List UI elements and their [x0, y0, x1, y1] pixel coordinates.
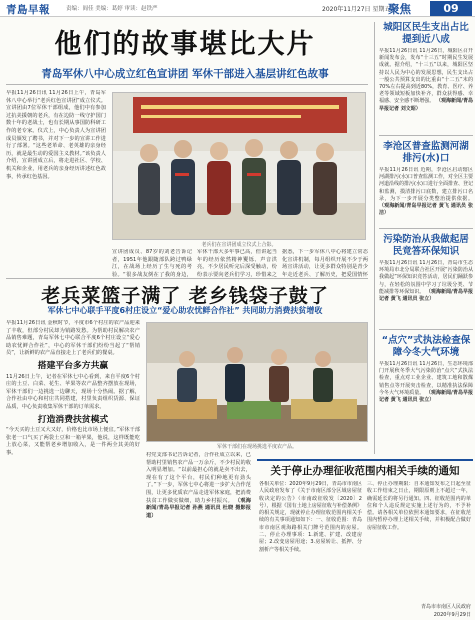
lead-column-3-text: 军休干部大多年事已高，但讲起当年的经历依然精神矍铄、声音洪亮。不少居民听完后深受触动，纷纷表示要向老兵们学习，珍惜来之 [197, 249, 277, 278]
brief-4-title: “点穴”式执法检查保障今冬大气环境 [381, 335, 471, 358]
page-number: 09 [430, 1, 472, 16]
section-name: 聚焦 [388, 2, 411, 16]
lead-column-1 [6, 90, 106, 278]
lead-column-4-text: 据悉，下一步军休八中心将建立常态化宣讲机制，每月组织开展不少于两场宣讲活动，让更多群众特别是青少年走近老兵、了解历史，把爱国情怀 [282, 249, 368, 278]
notice-title: 关于停止办理征收范围内相关手续的通知 [270, 465, 460, 477]
notice-signature: 青岛市市南区人民政府 2020年9月29日 [420, 604, 471, 618]
brief-2-byline: （观海新闻/青岛早报记者 黄飞 通讯员 张洁） [379, 203, 473, 217]
brief-3 [379, 234, 473, 324]
lead-photo-caption: 老兵们在宣讲团成立仪式上合影。 [201, 242, 277, 248]
brief-3-body [379, 260, 473, 324]
lead-subhead: 青岛军休八中心成立红色宣讲团 军休干部进入基层讲红色故事 [41, 68, 329, 80]
notice-columns [257, 481, 473, 620]
lead-headline: 他们的故事堪比大片 [54, 29, 316, 60]
notice-column-2: 三、停止办理期限：自本通知发布之日起至征收工作结束之日止，期限原则上不超过一年，确需延长的将另行通知。四、征收范围内的单位和个人违反规定实施上述行为的，不予补偿。请各相关单位依照本通知要求，在征收范围内暂停办理上述相关手续，并积极配合做好房屋征收工作。 [367, 481, 471, 531]
brief-3-text: 早报11月26日讯 11月26日，青岛市生态环境局市北分局联合社区开展“污染防治从我做起”环保知识竞答活动，居民们踊跃参与，在轻松的氛围中学习了垃圾分类、节能减排等环保知识。 [379, 260, 473, 295]
second-photo-image [147, 323, 368, 442]
lead-column-3 [197, 249, 277, 279]
brief-3-byline: （观海新闻/青岛早报记者 黄飞 通讯员 张立） [379, 288, 473, 303]
sidebar-briefs [379, 22, 473, 453]
brief-4 [379, 335, 473, 453]
brief-1-title: 城阳区民生支出占比提到近八成 [383, 22, 469, 45]
lead-column-1-text: 早报11月26日讯 11月26日上午，青岛军休八中心举行“老兵红色宣讲团”成立仪式。宣讲团由7位军休干部组成，他们中有参加过抗美援朝的老兵，有在边防一线守护国门数十年的老战士，也有长期从事国防科研工作的老专家。仪式上，中心负责人为宣讲团成员颁发了聘书，并对下一步的宣讲工作进行了部署。“这些老革命、老英雄的亲身经历，就是最生动的爱国主义教材。”该负责人介绍，宣讲团成立后，将走进社区、学校、机关和企业，用老兵的亲身经历讲述红色故事，传承红色基因。 [6, 90, 106, 180]
second-column-2-text: 村党支部书记告诉记者，合作社成立以来，已帮助村里销售农产品一万余斤，不少村民的收入明显增加。“以前最担心的就是卖不出去，现在有了这个平台，村民们种地更有劲头了。”下一步，军休七中心将进一步扩大合作范围，让更多优质农产品走进军休家庭，把消费扶贫工作做实做细，助力乡村振兴。 [146, 452, 251, 504]
second-headline: 老兵菜篮子满了 老乡钱袋子鼓了 [41, 285, 329, 307]
brief-1-body [379, 48, 473, 130]
brief-4-body [379, 361, 473, 453]
second-column-1-text: 早报11月26日讯 金秋时节，平度市6个村庄的农产品迎来了丰收，但部分村民却为销路发愁。为帮助村民解决农产品销售难题，青岛军休七中心联合平度6个村庄设立“爱心助农忧鲜合作社”，中心的军休干部们纷纷当起了“帮销员”，让新鲜的农产品直接走上了老兵们的餐桌。 [6, 320, 140, 357]
brief-4-byline: （观海新闻/青岛早报记者 黄飞 通讯员 张立） [379, 389, 473, 404]
second-photo [146, 322, 368, 442]
brief-divider [379, 228, 473, 229]
second-column-1b-text: 11月26日上午，记者在军休七中心看到，来自平度6个村庄的土豆、白菜、花生、苹果等农产品整齐摆放在现场，军休干部们一边挑选一边聊天，现场十分热闹。据了解，合作社由中心和村庄共同搭建，村里负责组织货源、保证品质，中心负责收集军休干部的订单需求。 [6, 373, 140, 410]
second-column-1 [6, 320, 140, 616]
brief-2-text: 早报11月26日讯 近期，李沧区启动辖区河湖排污(水)口普查监测工作，对全区主要河道沿线的排污(水)口进行全面排查、登记和监测，摸清排污口底数，建立排污口名录，为下一步开展分类整治提供依据。 [379, 167, 473, 202]
brief-4-text: 早报11月26日讯 11月26日，生态环境部门开展秋冬季大气污染防治“点穴”式执法检查，重点对工业企业、建筑工地和散煤销售点等开展突击检查，以精准执法保障今冬大气环境质量。 [379, 361, 473, 396]
second-photo-caption: 军休干部们在现场挑选平度农产品。 [216, 444, 297, 450]
lead-column-4 [282, 249, 368, 279]
second-column-2 [146, 452, 251, 616]
brief-2-title: 李沧区普查监测河湖排污(水)口 [383, 141, 469, 164]
column-divider [374, 22, 375, 454]
second-section-heading-1: 搭建平台多方共赢 [37, 360, 109, 371]
lead-column-2 [112, 249, 192, 279]
second-byline: （观海新闻/青岛早报记者 孙燕 通讯员 杜晓 摄影报道） [146, 497, 251, 519]
story-divider [6, 278, 368, 279]
brief-divider [379, 135, 473, 136]
newspaper-logo: 青島早報 [6, 4, 50, 16]
masthead [0, 0, 475, 17]
brief-1 [379, 22, 473, 130]
lead-photo [112, 92, 366, 240]
brief-3-title: 污染防治从我做起居民竞答环保知识 [383, 234, 469, 257]
second-column-1c-text: “今天买的土豆又大又好，价格也比市场上便宜。”军休干部张老一口气买了两袋土豆和一箱苹果，他说，这样既能吃上放心菜，又能帮老乡增加收入，是一件两全其美的好事。 [6, 427, 140, 456]
second-subhead: 军休七中心联手平度6村庄设立“爱心助农忧鲜合作社” 共同助力消费扶贫增收 [47, 306, 323, 315]
brief-1-text: 早报11月26日讯 11月26日，城阳区召开新闻发布会，发布“十三五”时期民生发展成就。据介绍，“十三五”以来，城阳区坚持以人民为中心的发展思想，民生支出占一般公共预算支出的比重由“十二五”末的70%左右提高到近80%，教育、医疗、养老等领域短板加快补齐，群众获得感、幸福感、安全感不断增强。 [379, 48, 473, 105]
lead-column-2-text: 宣讲团成员、87岁的刘老告诉记者，1951年他跟随部队跨过鸭绿江，在战场上经历了生与死的考验。“很多战友倒在了我的身边， [112, 249, 192, 278]
issue-date: 2020年11月27日 星期五 [322, 6, 391, 13]
brief-divider [379, 329, 473, 330]
lead-divider [6, 84, 368, 85]
notice-column-1: 各相关单位：2020年9月29日，青岛市市南区人民政府发布了《关于市南区部分区域房屋征收决定的公告》（市南政征收发〔2020〕2号），根据《国有土地上房屋征收与补偿条例》的相关规定，现就停止办理征收范围内相关手续的有关事项通知如下：一、征收范围：青岛市市南区观海路相关门牌号范围内的房屋。二、停止办理事项：1.新建、扩建、改建房屋；2.改变房屋用途；3.房屋转让、抵押、分割析产等相关手续。 [259, 481, 362, 553]
public-notice [257, 459, 473, 616]
brief-2 [379, 141, 473, 223]
brief-1-byline: （观海新闻/青岛早报记者 刘文昭） [379, 98, 473, 112]
brief-2-body [379, 167, 473, 223]
lead-photo-image [113, 93, 366, 240]
second-section-heading-2: 打造消费扶贫模式 [37, 414, 109, 425]
editor-credits: 责编：阎佳 美编：葛婷 审读：赵铁严 [66, 6, 158, 12]
